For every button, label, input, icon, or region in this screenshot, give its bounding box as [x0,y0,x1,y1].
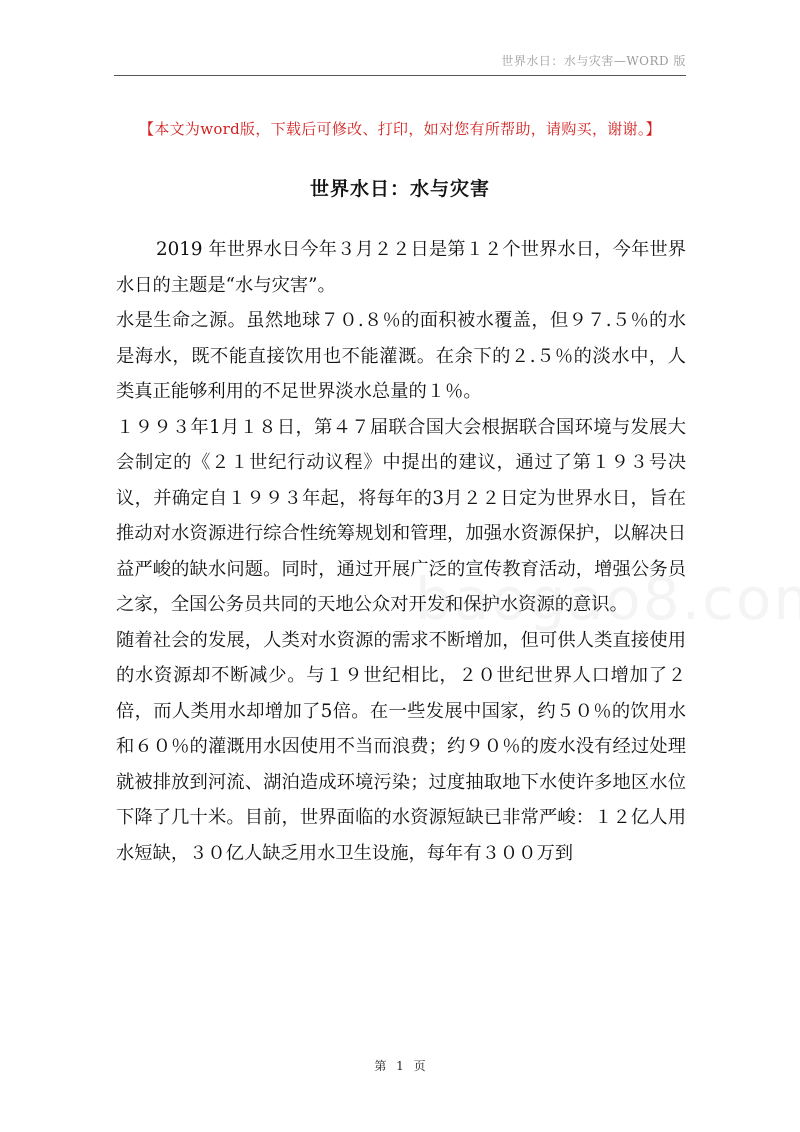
running-header: 世界水日：水与灾害—WORD 版 [501,54,686,68]
download-notice: 【本文为word版，下载后可修改、打印，如对您有所帮助，请购买，谢谢。】 [139,120,661,138]
paragraph-water-source: 水是生命之源。虽然地球７０.８％的面积被水覆盖，但９７.５％的水是海水，既不能直接饮用也不能灌溉。在余下的２.５％的淡水中，人类真正能够利用的不足世界淡水总量的１％。 [116,310,686,402]
header-divider [114,75,686,76]
paragraph-water-demand: 随着社会的发展，人类对水资源的需求不断增加，但可供人类直接使用的水资源却不断减少。与１９世纪相比，２０世纪世界人口增加了２倍，而人类用水却增加了5倍。在一些发展中国家，约５０％的饮用水和６０％的灌溉用水因使用不当而浪费；约９０％的废水没有经过处理就被排放到河流、湖泊造成环境污染；过度抽取地下水使许多地区水位下降了几十米。目前，世界面临的水资源短缺已非常严峻：１２亿人用水短缺，３０亿人缺乏用水卫生设施，每年有３００万到 [116,629,686,864]
document-body [116,232,686,871]
page-prefix: 第 [374,1059,387,1073]
paragraph-intro: 2019 年世界水日今年３月２２日是第１２个世界水日，今年世界水日的主题是“水与灾害”。 [116,239,686,296]
page-number: 1 [396,1059,404,1073]
page-footer [114,1057,686,1074]
paragraph-un-resolution: １９９３年1月１８日，第４７届联合国大会根据联合国环境与发展大会制定的《２１世纪行动议程》中提出的建议，通过了第１９３号决议，并确定自１９９３年起，将每年的3月２２日定为世界水日，旨在推动对水资源进行综合性统筹规划和管理，加强水资源保护，以解决日益严峻的缺水问题。同时，通过开展广泛的宣传教育活动，增强公务员之家，全国公务员共同的天地公众对开发和保护水资源的意识。 [116,416,686,615]
document-title: 世界水日：水与灾害 [309,178,490,200]
page-suffix: 页 [413,1059,426,1073]
